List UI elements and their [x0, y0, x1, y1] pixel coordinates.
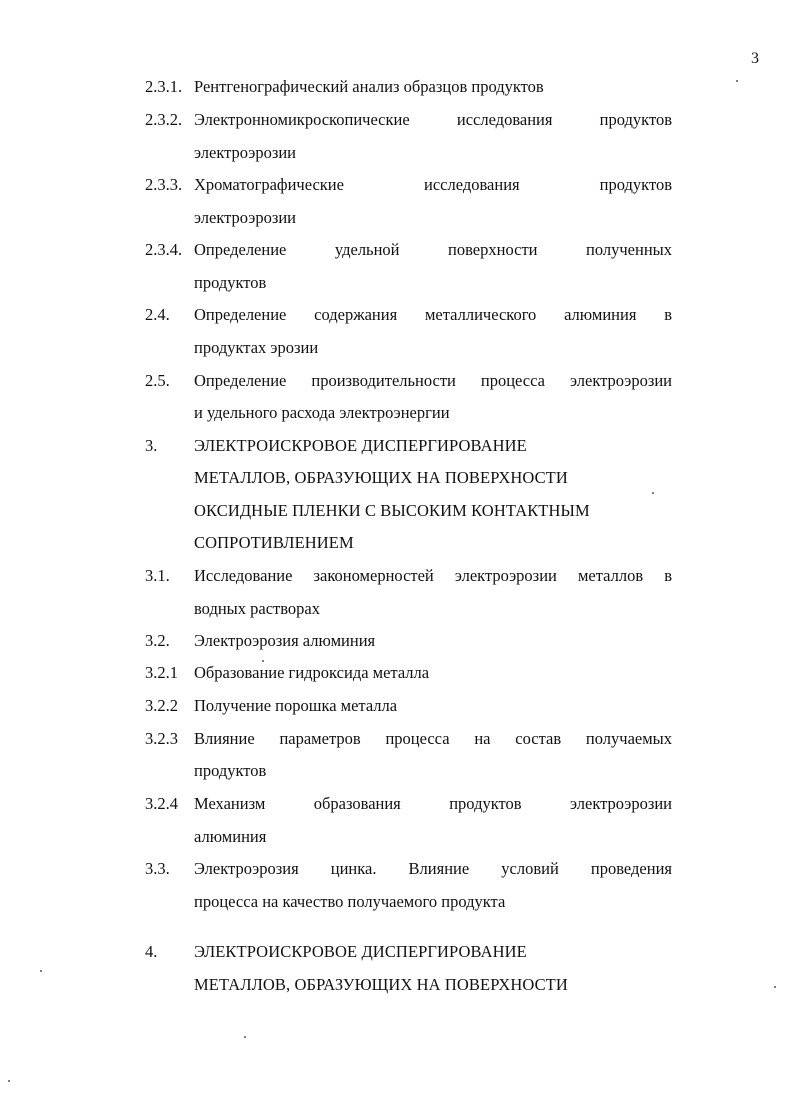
- scan-speck: [262, 660, 264, 662]
- scan-speck: [244, 1036, 246, 1038]
- toc-entry-title[interactable]: продуктов: [194, 761, 267, 780]
- toc-entry-title[interactable]: ЭЛЕКТРОИСКРОВОЕ ДИСПЕРГИРОВАНИЕ: [194, 942, 527, 961]
- toc-entry-title[interactable]: Исследование закономерностей электроэрозии металлов в: [194, 566, 672, 585]
- toc-entry-title[interactable]: Электроэрозия цинка. Влияние условий проведения: [194, 859, 672, 878]
- toc-entry-title[interactable]: Влияние параметров процесса на состав получаемых: [194, 729, 672, 748]
- toc-entry-title[interactable]: ОКСИДНЫЕ ПЛЕНКИ С ВЫСОКИМ КОНТАКТНЫМ: [194, 501, 590, 520]
- page-number: 3: [751, 50, 759, 67]
- scan-speck: [40, 970, 42, 972]
- toc-entry-number: 3.: [145, 436, 158, 455]
- toc-entry-title[interactable]: электроэрозии: [194, 208, 297, 227]
- toc-entry-title[interactable]: Электроэрозия алюминия: [194, 631, 376, 650]
- toc-entry-title[interactable]: процесса на качество получаемого продукта: [194, 892, 506, 911]
- toc-entry-number: 3.2.4: [145, 794, 178, 813]
- toc-entry-title[interactable]: Получение порошка металла: [194, 696, 398, 715]
- toc-entry-number: 3.3.: [145, 859, 170, 878]
- toc-entry-title[interactable]: электроэрозии: [194, 143, 297, 162]
- scan-speck: [736, 80, 738, 82]
- toc-entry-title[interactable]: Хроматографические исследования продуктов: [194, 175, 672, 194]
- toc-entry-title[interactable]: ЭЛЕКТРОИСКРОВОЕ ДИСПЕРГИРОВАНИЕ: [194, 436, 527, 455]
- toc-entry-title[interactable]: продуктах эрозии: [194, 338, 319, 357]
- toc-entry-title[interactable]: Механизм образования продуктов электроэрозии: [194, 794, 672, 813]
- toc-entry-title[interactable]: МЕТАЛЛОВ, ОБРАЗУЮЩИХ НА ПОВЕРХНОСТИ: [194, 975, 568, 994]
- scan-speck: [652, 492, 654, 494]
- toc-entry-number: 2.3.4.: [145, 240, 183, 259]
- toc-entry-number: 3.2.2: [145, 696, 178, 715]
- toc-entry-number: 3.2.: [145, 631, 170, 650]
- toc-entry-title[interactable]: СОПРОТИВЛЕНИЕМ: [194, 533, 354, 552]
- scan-speck: [774, 986, 776, 988]
- toc-entry-title[interactable]: Образование гидроксида металла: [194, 663, 430, 682]
- toc-entry-number: 4.: [145, 942, 158, 961]
- toc-entry-number: 2.3.1.: [145, 77, 183, 96]
- toc-entry-number: 2.3.3.: [145, 175, 183, 194]
- toc-entry-number: 3.2.3: [145, 729, 178, 748]
- toc-entry-title[interactable]: Определение содержания металлического алюминия в: [194, 305, 672, 324]
- toc-entry-number: 2.4.: [145, 305, 170, 324]
- toc-entry-title[interactable]: продуктов: [194, 273, 267, 292]
- toc-entry-title[interactable]: Определение удельной поверхности полученных: [194, 240, 672, 259]
- toc-entry-number: 2.3.2.: [145, 110, 183, 129]
- toc-entry-title[interactable]: МЕТАЛЛОВ, ОБРАЗУЮЩИХ НА ПОВЕРХНОСТИ: [194, 468, 568, 487]
- toc-entry-title[interactable]: Рентгенографический анализ образцов продуктов: [194, 77, 544, 96]
- toc-entry-number: 2.5.: [145, 371, 170, 390]
- toc-entry-title[interactable]: Определение производительности процесса электроэрозии: [194, 371, 672, 390]
- toc-entry-number: 3.2.1: [145, 663, 178, 682]
- toc-entry-number: 3.1.: [145, 566, 170, 585]
- scan-speck: [8, 1080, 10, 1082]
- toc-entry-title[interactable]: Электронномикроскопические исследования продуктов: [194, 110, 672, 129]
- toc-entry-title[interactable]: алюминия: [194, 827, 267, 846]
- toc-entry-title[interactable]: и удельного расхода электроэнергии: [194, 403, 450, 422]
- toc-entry-title[interactable]: водных растворах: [194, 599, 320, 618]
